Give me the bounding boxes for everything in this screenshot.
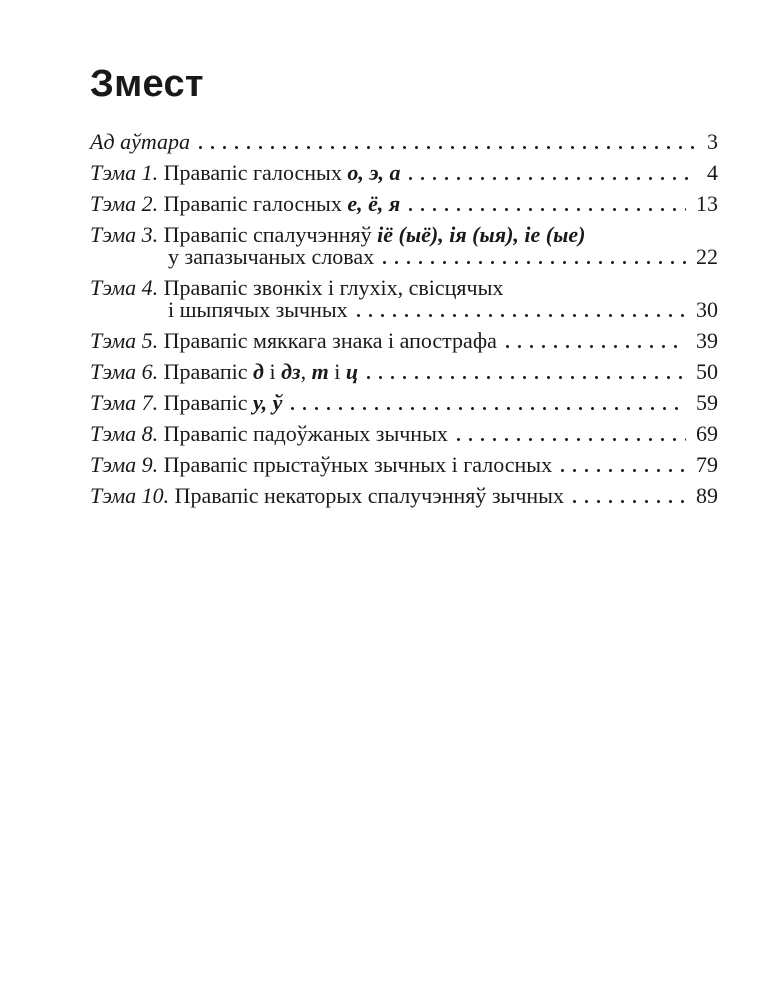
toc-entry-text [90, 392, 282, 414]
toc-line [90, 277, 718, 299]
toc-text-part: Тэма 2. [90, 191, 159, 216]
toc-text-part: і [263, 359, 282, 384]
dot-leader [383, 261, 686, 264]
toc-line [90, 131, 718, 153]
toc-entry-text [90, 361, 358, 383]
page-number: 3 [707, 129, 718, 154]
toc-entry [90, 330, 718, 352]
dot-leader [506, 345, 686, 348]
toc-text-part: Тэма 6. [90, 359, 159, 384]
dot-leader [199, 146, 697, 149]
dot-leader [367, 376, 686, 379]
toc-line [90, 224, 718, 246]
page-number: 59 [696, 390, 718, 415]
toc-line [90, 454, 718, 476]
toc-text-part: , [300, 359, 312, 384]
page-title: Змест [90, 63, 204, 105]
toc-text-part: т [311, 359, 329, 384]
dot-leader [457, 438, 686, 441]
toc-entry-text [90, 485, 564, 507]
toc-text-part: д [253, 359, 264, 384]
toc-text-part: у, ў [253, 390, 283, 415]
toc-text-part: Правапіс мяккага знака і апострафа [158, 328, 497, 353]
toc-text-part: і шыпячых зычных [168, 297, 348, 322]
toc-entry [90, 224, 718, 268]
toc-text-part: Правапіс [158, 359, 254, 384]
toc-text-part: у запазычаных словах [168, 244, 375, 269]
toc-entry-text [90, 330, 497, 352]
toc-entry-text [90, 131, 190, 153]
toc-text-part: Тэма 9. [90, 452, 159, 477]
toc-text-part: е, ё, я [347, 191, 401, 216]
toc-line [90, 423, 718, 445]
dot-leader [409, 177, 697, 180]
dot-leader [357, 314, 686, 317]
toc-entry-text [90, 299, 348, 321]
toc-text-part: Правапіс некаторых спалучэнняў зычных [169, 483, 564, 508]
toc-entry-text [90, 277, 503, 299]
page-number: 4 [707, 160, 718, 185]
toc-entry-text [90, 246, 374, 268]
toc-entry-text [90, 423, 448, 445]
toc-text-part: Правапіс падоўжаных зычных [158, 421, 448, 446]
dot-leader [409, 208, 686, 211]
toc-text-part: Правапіс спалучэнняў [158, 222, 378, 247]
dot-leader [291, 407, 686, 410]
toc-text-part: Тэма 1. [90, 160, 159, 185]
toc-line [90, 162, 718, 184]
toc-line [90, 485, 718, 507]
toc-text-part: Правапіс звонкіх і глухіх, свісцячых [158, 275, 504, 300]
toc-entry [90, 131, 718, 153]
toc-entry [90, 162, 718, 184]
toc-line [90, 361, 718, 383]
dot-leader [561, 469, 686, 472]
page-number: 79 [696, 452, 718, 477]
toc-text-part: Тэма 5. [90, 328, 159, 353]
toc-line [90, 193, 718, 215]
toc-text-part: Тэма 10. [90, 483, 170, 508]
toc-text-part: Тэма 8. [90, 421, 159, 446]
toc-text-part: Правапіс галосных [158, 160, 348, 185]
toc-line [90, 246, 718, 268]
toc-list [90, 131, 718, 507]
toc-text-part: Правапіс [158, 390, 254, 415]
toc-text-part: о, э, а [347, 160, 401, 185]
toc-entry [90, 485, 718, 507]
toc-entry-text [90, 454, 552, 476]
toc-entry [90, 361, 718, 383]
toc-entry [90, 423, 718, 445]
page-number: 69 [696, 421, 718, 446]
toc-text-part: ц [345, 359, 359, 384]
toc-line [90, 299, 718, 321]
page-number: 13 [696, 191, 718, 216]
dot-leader [573, 500, 686, 503]
toc-text-part: іё (ыё), ія (ыя), іе (ые) [377, 222, 586, 247]
page-number: 89 [696, 483, 718, 508]
toc-entry-text [90, 162, 400, 184]
toc-line [90, 330, 718, 352]
toc-entry [90, 454, 718, 476]
toc-text-part: Тэма 3. [90, 222, 159, 247]
page-number: 30 [696, 297, 718, 322]
toc-text-part: дз [281, 359, 301, 384]
toc-entry-text [90, 193, 400, 215]
toc-entry [90, 193, 718, 215]
toc-entry [90, 277, 718, 321]
toc-text-part: Ад аўтара [90, 129, 190, 154]
toc-text-part: і [328, 359, 346, 384]
page-number: 22 [696, 244, 718, 269]
page-number: 50 [696, 359, 718, 384]
toc-text-part: Тэма 7. [90, 390, 159, 415]
toc-line [90, 392, 718, 414]
toc-entry-text [90, 224, 585, 246]
toc-entry [90, 392, 718, 414]
toc-text-part: Правапіс галосных [158, 191, 348, 216]
toc-text-part: Правапіс прыстаўных зычных і галосных [158, 452, 553, 477]
page-number: 39 [696, 328, 718, 353]
toc-text-part: Тэма 4. [90, 275, 159, 300]
